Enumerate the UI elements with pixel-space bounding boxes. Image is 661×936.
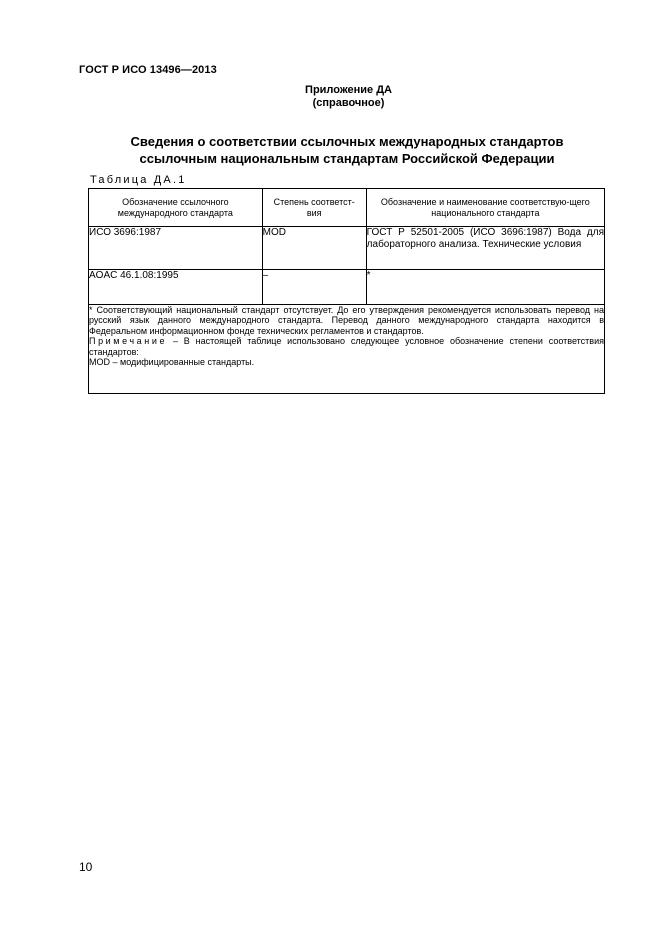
note-mod-definition: MOD – модифицированные стандарты. (89, 357, 255, 368)
header-degree: Степень соответст-вия (262, 189, 366, 227)
note-text: – В настоящей таблице использовано следующее условное обозначение степени соответствия стандартов: (89, 336, 604, 357)
cell-degree: – (262, 270, 366, 305)
cell-national: ГОСТ Р 52501-2005 (ИСО 3696:1987) Вода для лабораторного анализа. Технические условия (366, 227, 604, 270)
note-label: Примечание (89, 336, 168, 347)
cell-standard: AOAC 46.1.08:1995 (89, 270, 263, 305)
cell-standard: ИСО 3696:1987 (89, 227, 263, 270)
table-notes-row (89, 305, 605, 394)
table-header-row (89, 189, 605, 227)
table-caption: Таблица ДА.1 (90, 174, 187, 186)
page-number: 10 (79, 860, 93, 874)
document-code: ГОСТ Р ИСО 13496—2013 (79, 64, 217, 76)
table-notes (89, 305, 605, 394)
table-row (89, 227, 605, 270)
header-international-standard: Обозначение ссылочного международного стандарта (89, 189, 263, 227)
annex-type: (справочное) (312, 97, 385, 109)
table-row (89, 270, 605, 305)
cell-degree: MOD (262, 227, 366, 270)
header-national-standard: Обозначение и наименование соответствую-щего национального стандарта (366, 189, 604, 227)
table-note (89, 336, 604, 357)
section-title-line-2: ссылочным национальным стандартам Российской Федерации (139, 151, 555, 166)
correspondence-table (88, 188, 605, 394)
cell-national: * (366, 270, 604, 305)
section-title-line-1: Сведения о соответствии ссылочных международных стандартов (130, 134, 564, 149)
annex-title: Приложение ДА (305, 84, 392, 96)
table-footnote: * Соответствующий национальный стандарт отсутствует. До его утверждения рекомендуется использовать перевод на русский язык данного международного стандарта. Перевод данного международного стандарта находится в Федеральном информационном фонде технических регламентов и стандартов. (89, 305, 604, 336)
